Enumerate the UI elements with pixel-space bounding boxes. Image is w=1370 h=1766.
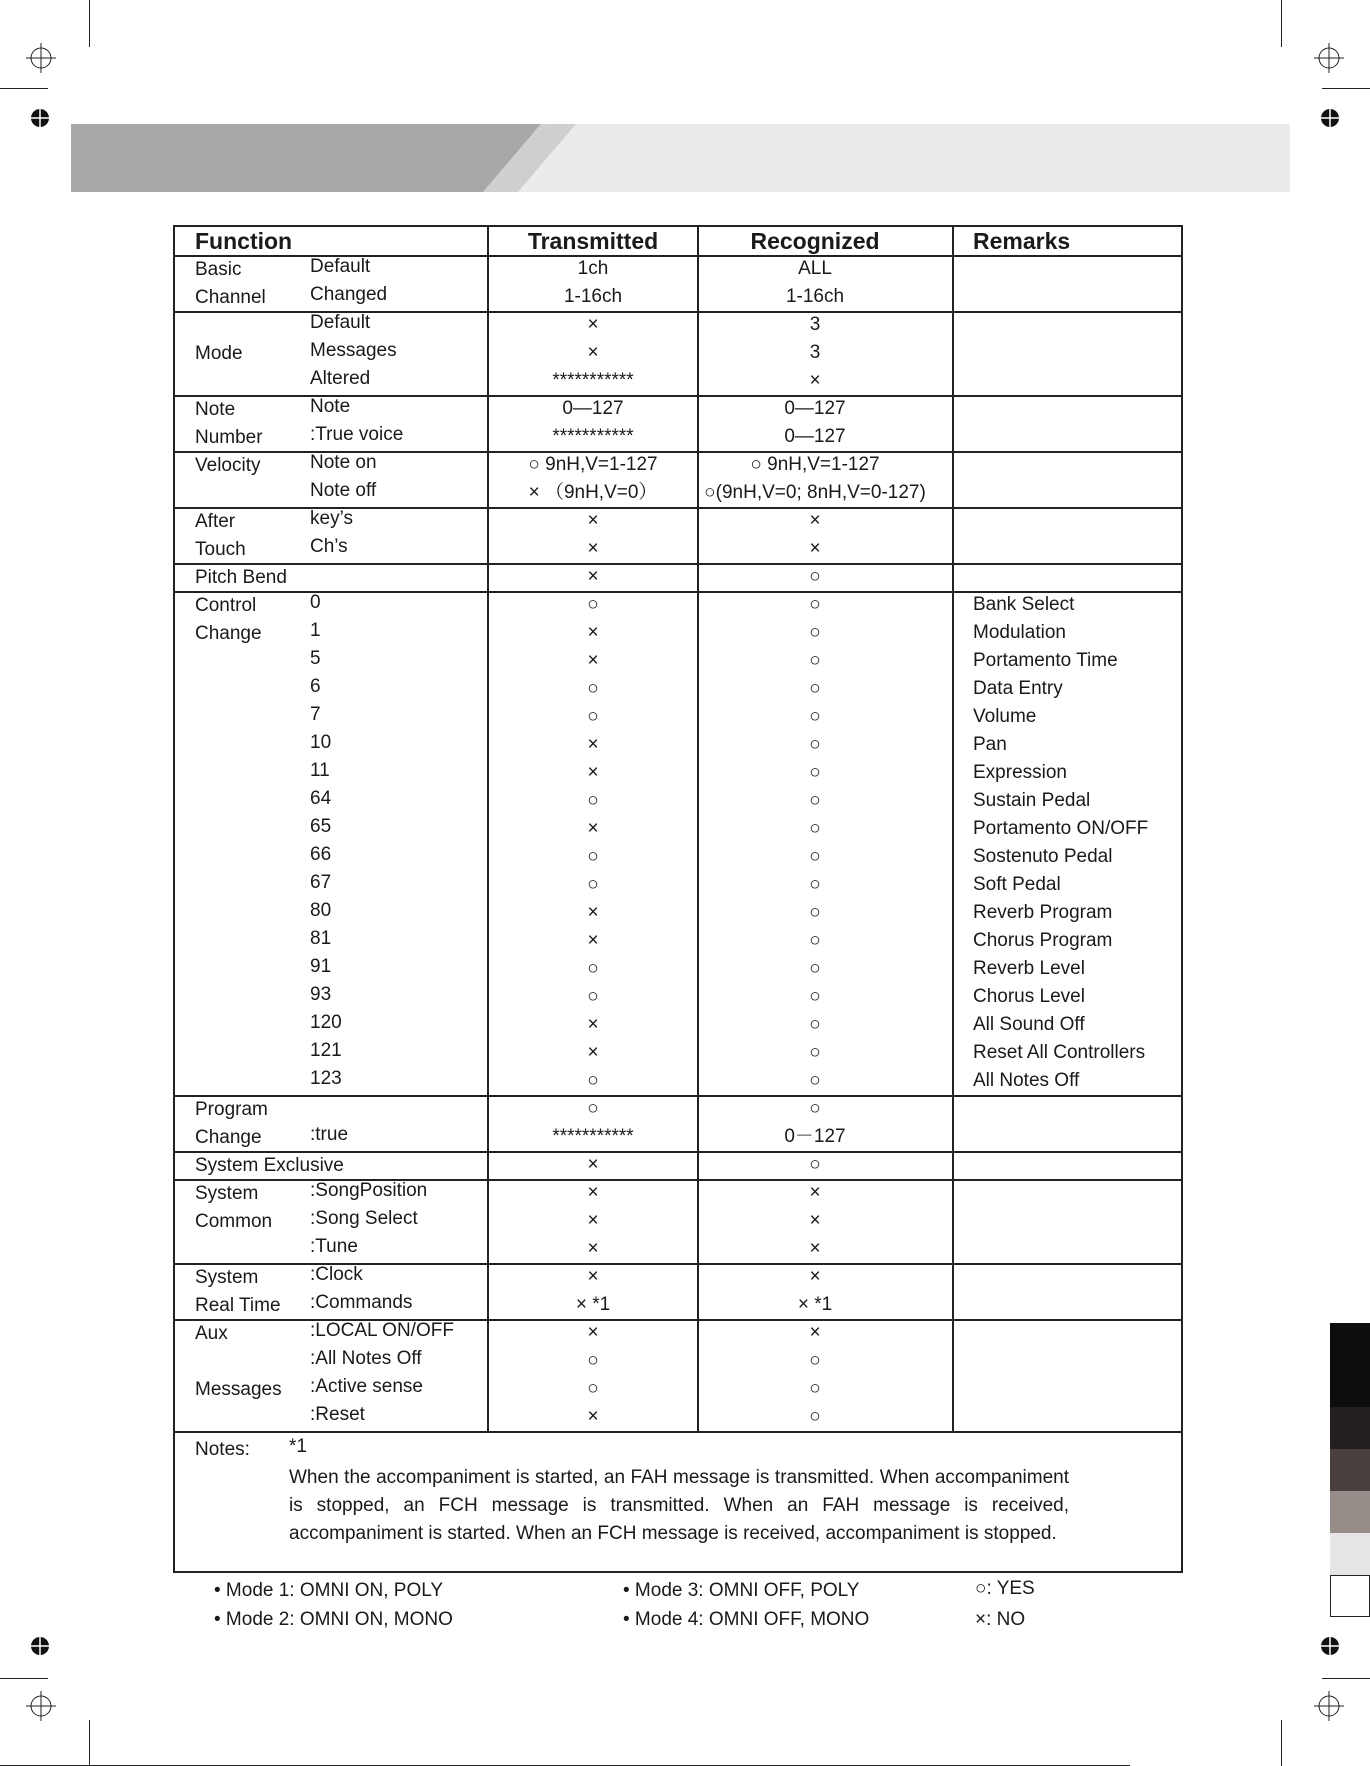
row-sub-label: :LOCAL ON/OFF — [310, 1320, 454, 1341]
row-transmitted: 1-16ch — [563, 286, 623, 307]
crop-mark — [1281, 0, 1282, 47]
row-sub-label: 67 — [310, 872, 332, 893]
row-transmitted: ○ 9nH,V=1-127 — [528, 454, 658, 475]
row-recognized: ○ — [809, 902, 821, 923]
row-remark: Volume — [973, 706, 1037, 727]
row-transmitted: 1ch — [577, 258, 609, 279]
legend-yes: ○: YES — [975, 1578, 1035, 1599]
row-sub-label: 10 — [310, 732, 332, 753]
row-transmitted: ○ — [587, 790, 599, 811]
row-label: Basic — [195, 259, 242, 280]
row-sub-label: 0 — [310, 592, 321, 613]
header-band — [71, 124, 1290, 192]
row-recognized: ○ — [809, 1070, 821, 1091]
row-recognized: ○ — [809, 566, 821, 587]
row-label: Aux — [195, 1323, 228, 1344]
row-transmitted: ○ — [587, 594, 599, 615]
row-transmitted: ○ — [587, 874, 599, 895]
row-recognized: × — [809, 1210, 821, 1231]
row-sub-label: Messages — [310, 340, 397, 361]
row-sub-label: 11 — [310, 760, 330, 781]
row-sub-label: 7 — [310, 704, 321, 725]
row-sub-label: Note off — [310, 480, 377, 501]
row-recognized: ○ 9nH,V=1-127 — [750, 454, 880, 475]
row-recognized: ○ — [809, 706, 821, 727]
row-remark: Portamento ON/OFF — [973, 818, 1149, 839]
row-label: Messages — [195, 1379, 282, 1400]
row-transmitted: ○ — [587, 958, 599, 979]
row-remark: Chorus Program — [973, 930, 1113, 951]
crop-mark — [89, 0, 90, 47]
row-label: Mode — [195, 343, 243, 364]
row-recognized: × — [809, 538, 821, 559]
row-sub-label: 65 — [310, 816, 332, 837]
row-transmitted: ○ — [587, 1350, 599, 1371]
row-recognized: ○ — [809, 958, 821, 979]
row-transmitted: × — [587, 902, 599, 923]
header-transmitted: Transmitted — [527, 228, 659, 254]
row-remark: Portamento Time — [973, 650, 1118, 671]
row-recognized: × — [809, 1322, 821, 1343]
row-transmitted: × — [587, 1210, 599, 1231]
row-recognized: ○ — [809, 930, 821, 951]
side-tab — [1330, 1491, 1370, 1533]
row-sub-label: Default — [310, 256, 371, 277]
registration-mark-icon — [26, 1691, 56, 1721]
row-transmitted: × — [587, 1238, 599, 1259]
crop-mark — [0, 88, 48, 89]
row-remark: All Notes Off — [973, 1070, 1080, 1091]
registration-dot-icon — [30, 1636, 50, 1656]
row-sub-label: Note — [310, 396, 351, 417]
row-sub-label: 64 — [310, 788, 332, 809]
crop-mark — [0, 1678, 48, 1679]
row-remark: Reverb Level — [973, 958, 1085, 979]
row-sub-label: 6 — [310, 676, 321, 697]
row-transmitted: *********** — [552, 426, 634, 447]
row-sub-label: Changed — [310, 284, 388, 305]
row-recognized: ○ — [809, 1406, 821, 1427]
row-recognized: ○ — [809, 986, 821, 1007]
row-transmitted: × — [587, 1266, 599, 1287]
row-sub-label: :Song Select — [310, 1208, 418, 1229]
row-label: Pitch Bend — [195, 567, 287, 588]
row-recognized: ○ — [809, 1014, 821, 1035]
row-recognized: ○ — [809, 846, 821, 867]
row-recognized: ○ — [809, 1350, 821, 1371]
row-transmitted: ○ — [587, 678, 599, 699]
row-sub-label: :Commands — [310, 1292, 413, 1313]
registration-mark-icon — [26, 43, 56, 73]
row-sub-label: :true — [310, 1124, 349, 1145]
row-label: Control — [195, 595, 257, 616]
legend-mode-4: • Mode 4: OMNI OFF, MONO — [623, 1609, 870, 1630]
row-recognized: ○ — [809, 650, 821, 671]
row-recognized: × *1 — [797, 1294, 833, 1315]
registration-dot-icon — [1320, 108, 1340, 128]
row-sub-label: :SongPosition — [310, 1180, 428, 1201]
row-transmitted: × — [587, 818, 599, 839]
row-recognized: 3 — [809, 314, 821, 335]
row-sub-label: :Clock — [310, 1264, 363, 1285]
legend-no: ×: NO — [975, 1609, 1026, 1630]
row-transmitted: *********** — [552, 1126, 634, 1147]
row-transmitted: × — [587, 622, 599, 643]
registration-mark-icon — [1314, 1691, 1344, 1721]
row-label: System — [195, 1183, 259, 1204]
row-label: System Exclusive — [195, 1155, 344, 1176]
row-transmitted: × — [587, 1042, 599, 1063]
legend-mode-2: • Mode 2: OMNI ON, MONO — [214, 1609, 453, 1630]
row-label: Change — [195, 623, 262, 644]
row-transmitted: ○ — [587, 706, 599, 727]
row-sub-label: 123 — [310, 1068, 342, 1089]
row-label: Touch — [195, 539, 246, 560]
row-sub-label: key’s — [310, 508, 353, 529]
row-transmitted: × — [587, 1154, 599, 1175]
row-recognized: ○ — [809, 1378, 821, 1399]
notes-marker: *1 — [289, 1436, 307, 1457]
side-tab — [1330, 1407, 1370, 1449]
row-transmitted: ○ — [587, 846, 599, 867]
row-remark: Modulation — [973, 622, 1066, 643]
row-remark: All Sound Off — [973, 1014, 1085, 1035]
row-sub-label: :Tune — [310, 1236, 358, 1257]
row-transmitted: × — [587, 930, 599, 951]
row-label: Program — [195, 1099, 268, 1120]
header-recognized: Recognized — [750, 228, 880, 254]
row-transmitted: × — [587, 1182, 599, 1203]
row-recognized: ○ — [809, 734, 821, 755]
row-sub-label: Altered — [310, 368, 371, 389]
row-sub-label: 121 — [310, 1040, 342, 1061]
row-transmitted: ○ — [587, 1098, 599, 1119]
registration-mark-icon — [1314, 43, 1344, 73]
row-label: Common — [195, 1211, 273, 1232]
registration-dot-icon — [1320, 1636, 1340, 1656]
row-sub-label: :All Notes Off — [310, 1348, 422, 1369]
row-transmitted: 0—127 — [562, 398, 624, 419]
row-transmitted: × — [587, 1406, 599, 1427]
header-remarks: Remarks — [973, 228, 1071, 254]
row-sub-label: 93 — [310, 984, 332, 1005]
notes-text: When the accompaniment is started, an FAH message is transmitted. When accompaniment is stopped, an FCH message is transmitted. When an FAH message is received, accompaniment is started. When an FCH message is received, accompaniment is stopped. — [289, 1467, 1069, 1544]
row-transmitted: × — [587, 650, 599, 671]
row-remark: Sostenuto Pedal — [973, 846, 1113, 867]
row-recognized: ○ — [809, 790, 821, 811]
row-recognized: ○ — [809, 594, 821, 615]
row-label: Change — [195, 1127, 262, 1148]
row-sub-label: Ch’s — [310, 536, 348, 557]
row-remark: Soft Pedal — [973, 874, 1061, 895]
row-transmitted: × — [587, 1014, 599, 1035]
row-remark: Reset All Controllers — [973, 1042, 1146, 1063]
row-transmitted: × — [587, 762, 599, 783]
side-tab — [1330, 1533, 1370, 1575]
crop-mark — [1281, 1720, 1282, 1766]
row-sub-label: 80 — [310, 900, 332, 921]
row-sub-label: :Reset — [310, 1404, 365, 1425]
row-remark: Bank Select — [973, 594, 1075, 615]
row-recognized: ALL — [798, 258, 832, 279]
row-transmitted: × — [587, 314, 599, 335]
side-tab — [1330, 1449, 1370, 1491]
row-transmitted: × — [587, 538, 599, 559]
midi-implementation-chart — [173, 225, 1183, 1573]
row-transmitted: × — [587, 342, 599, 363]
crop-mark — [1322, 88, 1370, 89]
side-tab — [1330, 1575, 1370, 1617]
row-sub-label: Note on — [310, 452, 377, 473]
row-remark: Sustain Pedal — [973, 790, 1091, 811]
row-label: Note — [195, 399, 236, 420]
row-recognized: × — [809, 510, 821, 531]
row-label: Velocity — [195, 455, 261, 476]
row-recognized: 0—127 — [784, 426, 846, 447]
row-recognized: × — [809, 370, 821, 391]
row-sub-label: :Active sense — [310, 1376, 423, 1397]
legend-mode-1: • Mode 1: OMNI ON, POLY — [214, 1580, 444, 1601]
side-tab — [1330, 1323, 1370, 1365]
row-sub-label: 120 — [310, 1012, 342, 1033]
row-label: Real Time — [195, 1295, 281, 1316]
row-recognized: × — [809, 1266, 821, 1287]
row-label: Channel — [195, 287, 266, 308]
row-transmitted: × *1 — [575, 1294, 611, 1315]
row-recognized: ○ — [809, 1098, 821, 1119]
row-recognized: 0－127 — [784, 1126, 846, 1147]
row-label: After — [195, 511, 236, 532]
row-sub-label: 91 — [310, 956, 332, 977]
row-sub-label: 81 — [310, 928, 332, 949]
legend-mode-3: • Mode 3: OMNI OFF, POLY — [623, 1580, 860, 1601]
row-recognized: × — [809, 1238, 821, 1259]
row-transmitted: × — [587, 1322, 599, 1343]
row-recognized: ○ — [809, 762, 821, 783]
row-remark: Pan — [973, 734, 1007, 755]
row-recognized: ○ — [809, 1042, 821, 1063]
side-tab — [1330, 1365, 1370, 1407]
notes-label: Notes: — [195, 1439, 250, 1460]
row-recognized: × — [809, 1182, 821, 1203]
row-label: Number — [195, 427, 263, 448]
crop-mark — [89, 1720, 90, 1766]
row-remark: Expression — [973, 762, 1067, 783]
row-recognized: 0—127 — [784, 398, 846, 419]
row-recognized: ○ — [809, 818, 821, 839]
row-transmitted: *********** — [552, 370, 634, 391]
row-remark: Reverb Program — [973, 902, 1113, 923]
row-transmitted: × （9nH,V=0） — [528, 482, 658, 503]
row-recognized: ○ — [809, 1154, 821, 1175]
row-sub-label: 5 — [310, 648, 321, 669]
row-transmitted: ○ — [587, 1378, 599, 1399]
row-transmitted: × — [587, 566, 599, 587]
crop-mark — [1322, 1678, 1370, 1679]
row-transmitted: ○ — [587, 986, 599, 1007]
row-transmitted: × — [587, 734, 599, 755]
row-recognized: 1-16ch — [785, 286, 845, 307]
row-recognized: ○ — [809, 678, 821, 699]
row-recognized: ○ — [809, 874, 821, 895]
row-sub-label: 66 — [310, 844, 332, 865]
header-function: Function — [195, 228, 293, 254]
row-sub-label: 1 — [310, 620, 321, 641]
row-remark: Data Entry — [973, 678, 1063, 699]
row-transmitted: × — [587, 510, 599, 531]
row-recognized: 3 — [809, 342, 821, 363]
row-remark: Chorus Level — [973, 986, 1085, 1007]
registration-dot-icon — [30, 108, 50, 128]
row-transmitted: ○ — [587, 1070, 599, 1091]
row-recognized: ○ — [809, 622, 821, 643]
row-sub-label: Default — [310, 312, 371, 333]
row-sub-label: :True voice — [310, 424, 404, 445]
row-recognized: ○(9nH,V=0; 8nH,V=0-127) — [704, 482, 926, 503]
row-label: System — [195, 1267, 259, 1288]
